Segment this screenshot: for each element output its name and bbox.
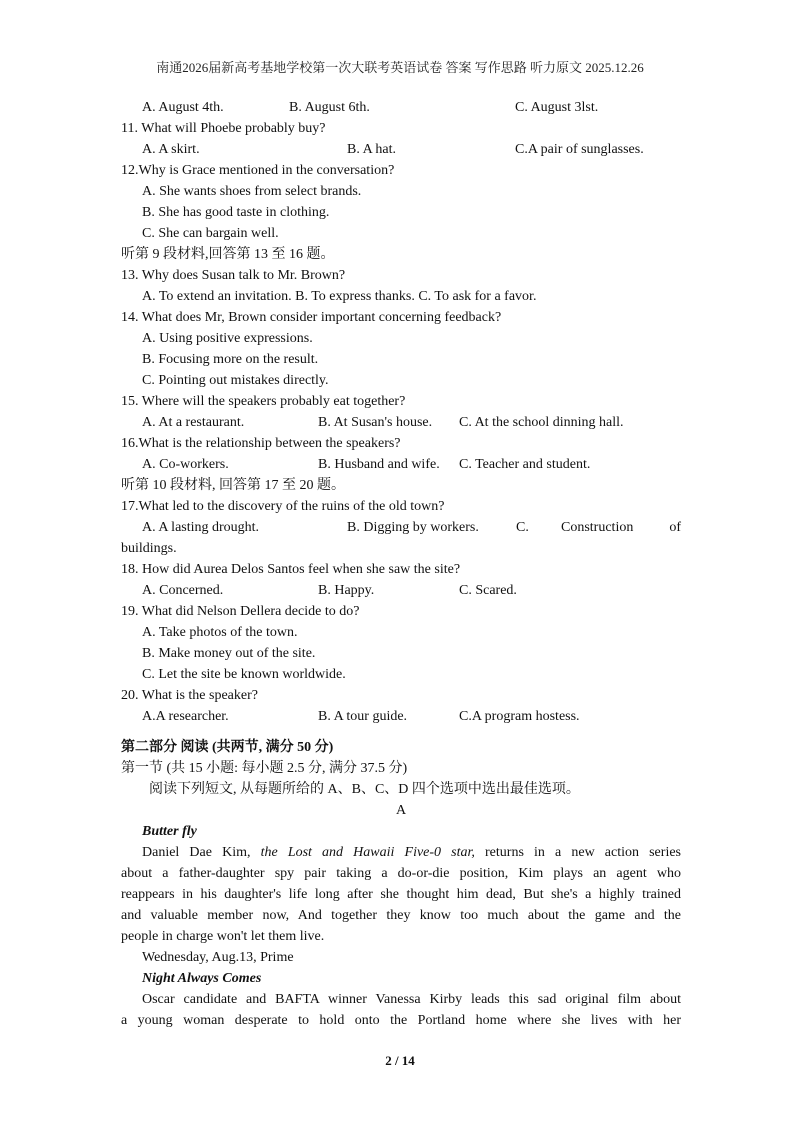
q17-option-b: B. Digging by workers. — [347, 520, 479, 535]
section-1-heading: 第一节 (共 15 小题: 每小题 2.5 分, 满分 37.5 分) — [121, 761, 408, 776]
show-2-line-2: a young woman desperate to hold onto the Portland home where she lives with her — [121, 1013, 681, 1028]
question-17: 17.What led to the discovery of the ruins of the old town? — [121, 499, 445, 514]
question-20-options — [121, 706, 681, 727]
question-16-options — [121, 454, 681, 475]
q12-option-a: A. She wants shoes from select brands. — [142, 184, 362, 199]
question-12: 12.Why is Grace mentioned in the conversation? — [121, 163, 395, 178]
q14-option-c: C. Pointing out mistakes directly. — [142, 373, 329, 388]
q16-option-b: B. Husband and wife. — [318, 457, 440, 472]
q12-option-c: C. She can bargain well. — [142, 226, 279, 241]
question-10-options — [121, 97, 681, 118]
question-15: 15. Where will the speakers probably eat together? — [121, 394, 406, 409]
q14-option-b: B. Focusing more on the result. — [142, 352, 319, 367]
q10-option-a: A. August 4th. — [142, 100, 224, 115]
question-18-options — [121, 580, 681, 601]
question-19: 19. What did Nelson Dellera decide to do? — [121, 604, 360, 619]
q11-option-c: C.A pair of sunglasses. — [515, 142, 644, 157]
question-13: 13. Why does Susan talk to Mr. Brown? — [121, 268, 346, 283]
page-number: 2 / 14 — [385, 1053, 415, 1068]
show-1-line-1a: Daniel Dae Kim, — [142, 845, 261, 860]
show-2-line-1: Oscar candidate and BAFTA winner Vanessa Kirby leads this sad original film about — [142, 992, 681, 1007]
passage-letter: A — [395, 803, 407, 818]
question-16: 16.What is the relationship between the speakers? — [121, 436, 401, 451]
show-1-line-1 — [121, 842, 681, 863]
q18-option-c: C. Scared. — [459, 583, 517, 598]
show-1-line-1b: the Lost and Hawaii Five-0 star, — [260, 845, 475, 860]
q20-option-b: B. A tour guide. — [318, 709, 408, 724]
question-11: 11. What will Phoebe probably buy? — [121, 121, 326, 136]
reading-instruction: 阅读下列短文, 从每题所给的 A、B、C、D 四个选项中选出最佳选项。 — [149, 782, 580, 797]
q18-option-b: B. Happy. — [318, 583, 375, 598]
question-18: 18. How did Aurea Delos Santos feel when she saw the site? — [121, 562, 461, 577]
q19-option-a: A. Take photos of the town. — [142, 625, 298, 640]
q11-option-a: A. A skirt. — [142, 142, 200, 157]
show-2-title: Night Always Comes — [142, 971, 262, 986]
show-1-line-1c: returns in a new action series — [474, 845, 681, 860]
part-2-heading: 第二部分 阅读 (共两节, 满分 50 分) — [121, 740, 334, 755]
section-10-instruction: 听第 10 段材料, 回答第 17 至 20 题。 — [121, 478, 345, 493]
q15-option-a: A. At a restaurant. — [142, 415, 245, 430]
show-1-line-3: reappears in his daughter's life long after she thought him dead, But she's a highly trained — [121, 887, 681, 902]
q18-option-a: A. Concerned. — [142, 583, 224, 598]
q12-option-b: B. She has good taste in clothing. — [142, 205, 330, 220]
page-header: 南通2026届新高考基地学校第一次大联考英语试卷 答案 写作思路 听力原文 2025.12.26 — [156, 60, 644, 75]
show-1-date: Wednesday, Aug.13, Prime — [142, 950, 294, 965]
q17-option-c-continued: buildings. — [121, 541, 177, 556]
q17-option-a: A. A lasting drought. — [142, 520, 260, 535]
q17-option-c-label: C. — [516, 520, 529, 535]
q20-option-c: C.A program hostess. — [459, 709, 580, 724]
question-20: 20. What is the speaker? — [121, 688, 258, 703]
q19-option-b: B. Make money out of the site. — [142, 646, 316, 661]
show-1-line-5: people in charge won't let them live. — [121, 929, 325, 944]
q19-option-c: C. Let the site be known worldwide. — [142, 667, 346, 682]
show-1-line-4: and valuable member now, And together they know too much about the game and the — [121, 908, 681, 923]
question-14: 14. What does Mr, Brown consider important concerning feedback? — [121, 310, 502, 325]
question-15-options — [121, 412, 681, 433]
q17-option-c-word2: of — [669, 520, 681, 535]
show-1-line-2: about a father-daughter spy pair taking a do-or-die position, Kim plays an agent who — [121, 866, 681, 881]
q17-option-c-word: Construction — [561, 520, 634, 535]
q10-option-b: B. August 6th. — [289, 100, 370, 115]
question-11-options — [121, 139, 681, 160]
exam-content — [121, 97, 681, 1031]
q10-option-c: C. August 3lst. — [515, 100, 599, 115]
q15-option-b: B. At Susan's house. — [318, 415, 433, 430]
q14-option-a: A. Using positive expressions. — [142, 331, 313, 346]
show-1-title: Butter fly — [142, 824, 197, 839]
q15-option-c: C. At the school dinning hall. — [459, 415, 624, 430]
q13-options: A. To extend an invitation. B. To express thanks. C. To ask for a favor. — [142, 289, 537, 304]
question-17-options — [121, 517, 681, 538]
q16-option-a: A. Co-workers. — [142, 457, 229, 472]
section-9-instruction: 听第 9 段材料,回答第 13 至 16 题。 — [121, 247, 335, 262]
q20-option-a: A.A researcher. — [142, 709, 229, 724]
q16-option-c: C. Teacher and student. — [459, 457, 591, 472]
q11-option-b: B. A hat. — [347, 142, 397, 157]
